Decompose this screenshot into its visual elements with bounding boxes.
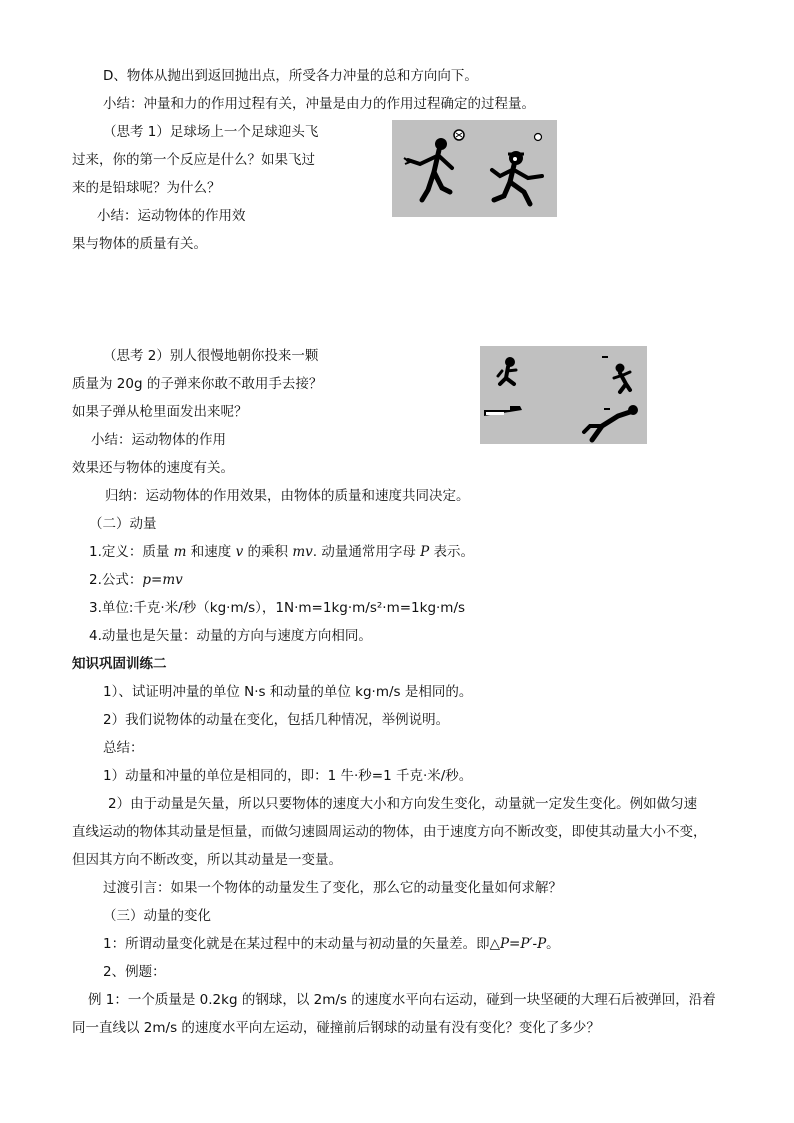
summary-mass-line-2: 果与物体的质量有关。 <box>72 236 207 252</box>
think-2-line-1: （思考 2）别人很慢地朝你投来一颗 <box>103 348 319 364</box>
bullet-illustration <box>480 346 647 444</box>
think-1-line-3: 来的是铅球呢？为什么？ <box>72 180 221 196</box>
think-1-line-1: （思考 1）足球场上一个足球迎头飞 <box>103 124 319 140</box>
exercise-2-question-1: 1）、试证明冲量的单位 N·s 和动量的单位 kg·m/s 是相同的。 <box>103 684 473 700</box>
momentum-definition: 1.定义：质量 m 和速度 v 的乘积 mv. 动量通常用字母 P 表示。 <box>89 544 475 560</box>
momentum-unit: 3.单位:千克·米/秒（kg·m/s），1N·m=1kg·m/s²·m=1kg·m/s <box>89 600 466 616</box>
summary-point-2-line-1: 2）由于动量是矢量，所以只要物体的速度大小和方向发生变化，动量就一定发生变化。例如做匀速 <box>108 796 698 812</box>
momentum-change-definition: 1：所谓动量变化就是在某过程中的末动量与初动量的矢量差。即△P=P′-P。 <box>103 936 560 952</box>
summary-point-2-line-2: 直线运动的物体其动量是恒量，而做匀速圆周运动的物体，由于速度方向不断改变，即使其动量大小不变， <box>72 824 707 840</box>
summary-mass-line-1: 小结：运动物体的作用效 <box>97 208 246 224</box>
example-1-line-2: 同一直线以 2m/s 的速度水平向左运动，碰撞前后钢球的动量有没有变化？变化了多少？ <box>72 1020 600 1036</box>
summary-speed-line-2: 效果还与物体的速度有关。 <box>72 460 234 476</box>
summary-point-1: 1）动量和冲量的单位是相同的，即：1 牛·秒=1 千克·米/秒。 <box>103 768 473 784</box>
summary-impulse: 小结：冲量和力的作用过程有关，冲量是由力的作用过程确定的过程量。 <box>103 96 535 112</box>
transition-text: 过渡引言：如果一个物体的动量发生了变化，那么它的动量变化量如何求解？ <box>103 880 562 896</box>
think-2-line-3: 如果子弹从枪里面发出来呢？ <box>72 404 248 420</box>
exercise-2-question-2: 2）我们说物体的动量在变化，包括几种情况，举例说明。 <box>103 712 450 728</box>
summary-heading: 总结： <box>103 740 144 756</box>
example-1-line-1: 例 1：一个质量是 0.2kg 的钢球，以 2m/s 的速度水平向右运动，碰到一块坚硬的大理石后被弹回，沿着 <box>88 992 716 1008</box>
football-illustration <box>392 120 557 217</box>
exercise-2-heading: 知识巩固训练二 <box>72 656 167 672</box>
think-2-line-2: 质量为 20g 的子弹来你敢不敢用手去接？ <box>72 376 323 392</box>
section-2-heading: （二）动量 <box>89 516 157 532</box>
section-3-heading: （三）动量的变化 <box>103 908 211 924</box>
think-1-line-2: 过来，你的第一个反应是什么？如果飞过 <box>72 152 315 168</box>
momentum-vector: 4.动量也是矢量：动量的方向与速度方向相同。 <box>89 628 372 644</box>
summary-speed-line-1: 小结：运动物体的作用 <box>91 432 226 448</box>
conclusion-text: 归纳：运动物体的作用效果，由物体的质量和速度共同决定。 <box>105 488 470 504</box>
option-d-text: D、物体从抛出到返回抛出点，所受各力冲量的总和方向向下。 <box>103 68 478 84</box>
summary-point-2-line-3: 但因其方向不断改变，所以其动量是一变量。 <box>72 852 342 868</box>
example-heading: 2、例题： <box>103 964 166 980</box>
momentum-formula: 2.公式：p=mv <box>89 572 183 588</box>
